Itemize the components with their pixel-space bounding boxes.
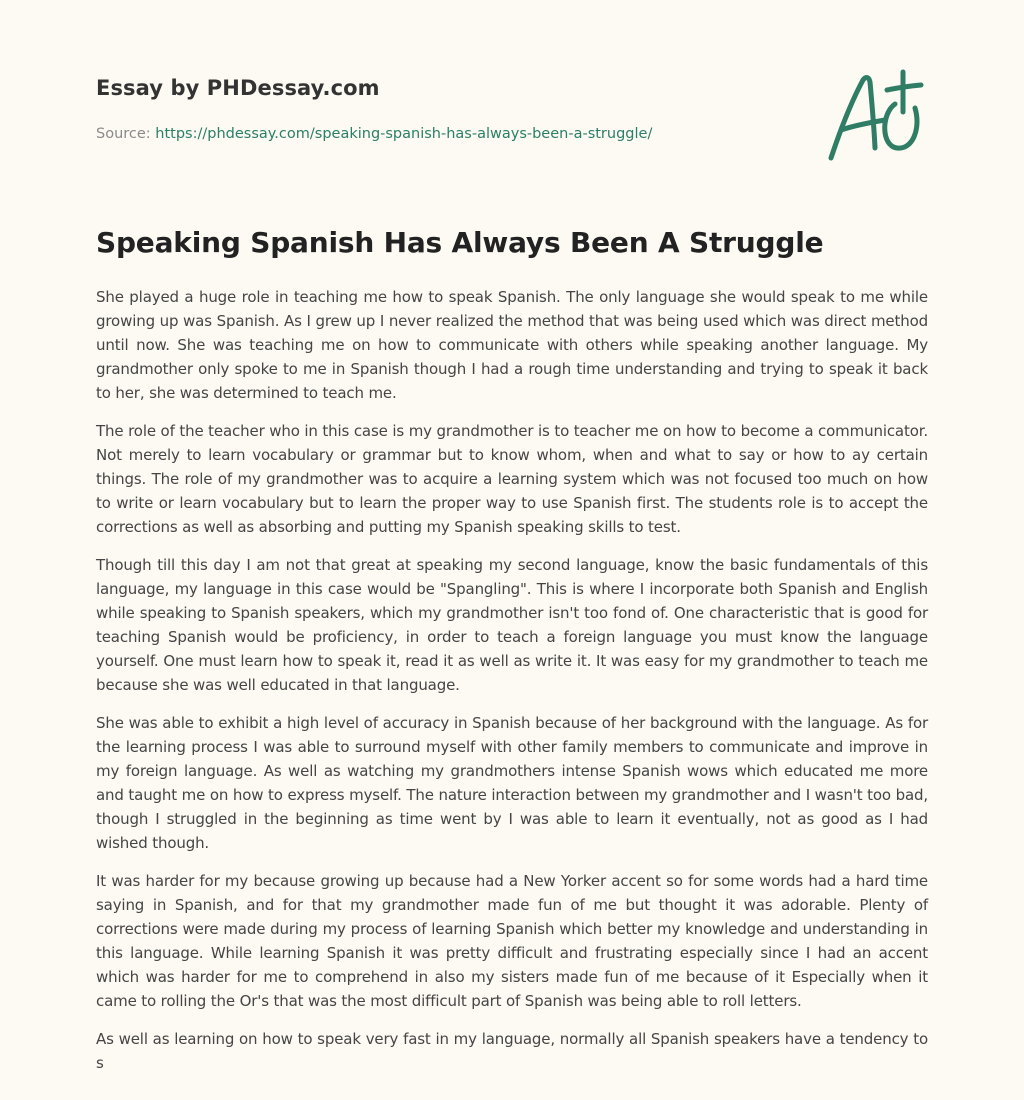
essay-paragraph: She played a huge role in teaching me how to speak Spanish. The only language she would speak to me while growing up was Spanish. As I grew up I never realized the method that was being used which was direct method until now. She was teaching me on how to communicate with others while speaking another language. My grandmother only spoke to me in Spanish though I had a rough time understanding and trying to speak it back to her, she was determined to teach me.	[96, 288, 928, 402]
essay-paragraph: It was harder for my because growing up because had a New Yorker accent so for some words had a hard time saying in Spanish, and for that my grandmother made fun of me but thought it was adorable. Plenty of corrections were made during my process of learning Spanish which better my knowledge and understanding in this language. While learning Spanish it was pretty difficult and frustrating especially since I had an accent which was harder for me to comprehend in also my sisters made fun of me because of it Especially when it came to rolling the Or's that was the most difficult part of Spanish was being able to roll letters.	[96, 872, 928, 1010]
essay-body	[96, 285, 928, 1089]
essay-paragraph: Though till this day I am not that great at speaking my second language, know the basic fundamentals of this language, my language in this case would be "Spangling". This is where I incorporate both Spanish and English while speaking to Spanish speakers, which my grandmother isn't too fond of. One characteristic that is good for teaching Spanish would be proficiency, in order to teach a foreign language you must know the language yourself. One must learn how to speak it, read it as well as write it. It was easy for my grandmother to teach me because she was well educated in that language.	[96, 556, 928, 694]
source-link[interactable]: https://phdessay.com/speaking-spanish-has-always-been-a-struggle/	[155, 126, 653, 142]
essay-paragraph: As well as learning on how to speak very fast in my language, normally all Spanish speakers have a tendency to s	[96, 1030, 928, 1072]
a-plus-grade-icon	[824, 68, 926, 164]
essay-paragraph: She was able to exhibit a high level of accuracy in Spanish because of her background with the language. As for the learning process I was able to surround myself with other family members to communicate and improve in my foreign language. As well as watching my grandmothers intense Spanish wows which educated me more and taught me on how to express myself. The nature interaction between my grandmother and I wasn't too bad, though I struggled in the beginning as time went by I was able to learn it eventually, not as good as I had wished though.	[96, 714, 928, 852]
essay-header	[96, 76, 928, 186]
site-brand: Essay by PHDessay.com	[96, 76, 380, 100]
essay-paragraph: The role of the teacher who in this case is my grandmother is to teacher me on how to become a communicator. Not merely to learn vocabulary or grammar but to know whom, when and what to say or how to ay certain things. The role of my grandmother was to acquire a learning system which was not focused too much on how to write or learn vocabulary but to learn the proper way to use Spanish first. The students role is to accept the corrections as well as absorbing and putting my Spanish speaking skills to test.	[96, 422, 928, 536]
essay-title: Speaking Spanish Has Always Been A Struggle	[96, 226, 824, 259]
source-label: Source:	[96, 126, 151, 142]
source-line	[96, 126, 928, 142]
